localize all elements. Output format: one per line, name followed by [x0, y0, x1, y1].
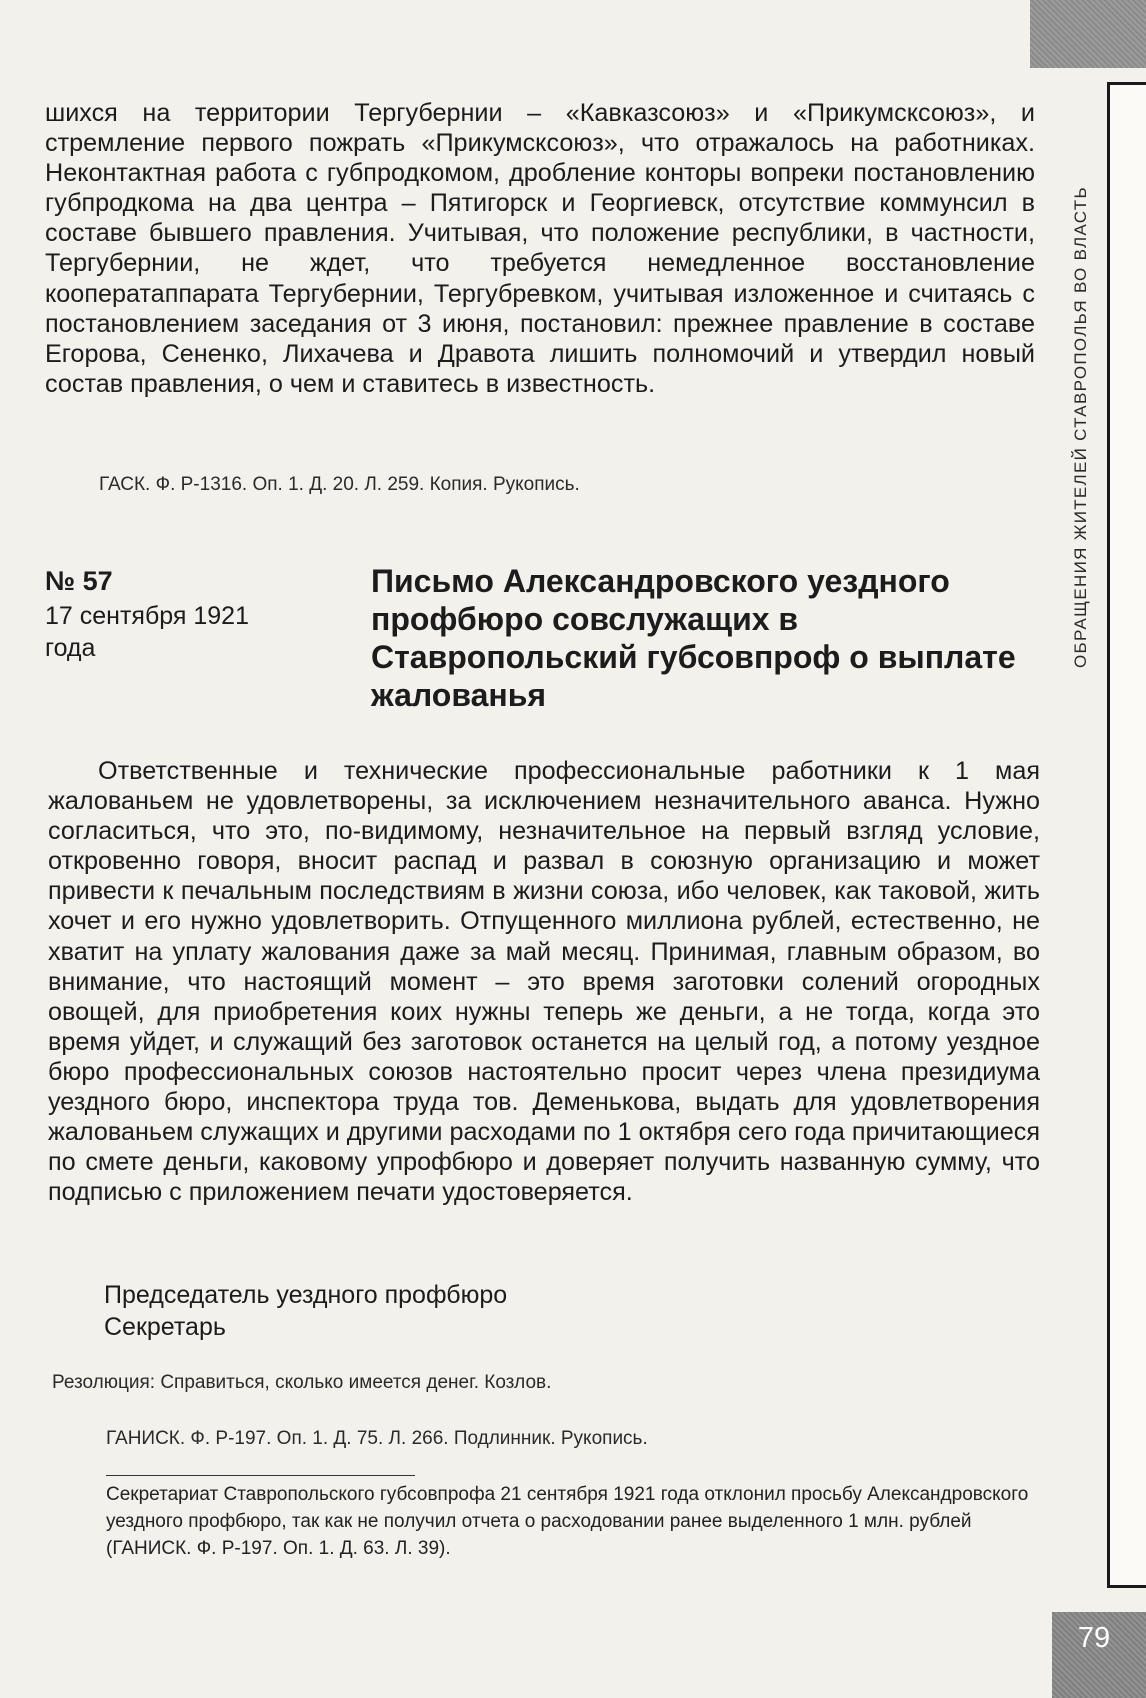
archive-source-citation-2: ГАНИСК. Ф. Р-197. Оп. 1. Д. 75. Л. 266. Подлинник. Рукопись.: [106, 1428, 648, 1449]
resolution-note: Резолюция: Справиться, сколько имеется денег. Козлов.: [52, 1372, 552, 1393]
footnote-divider: [106, 1475, 415, 1476]
document-date: 17 сентября 1921 года: [45, 602, 249, 662]
archive-source-citation: ГАСК. Ф. Р-1316. Оп. 1. Д. 20. Л. 259. Копия. Рукопись.: [99, 474, 580, 495]
side-frame: [1107, 82, 1146, 1588]
document-number: № 57: [45, 566, 113, 596]
running-section-title: ОБРАЩЕНИЯ ЖИТЕЛЕЙ СТАВРОПОЛЬЯ ВО ВЛАСТЬ: [1071, 186, 1090, 668]
letter-body: Ответственные и технические профессиональные работники к 1 мая жалованьем не удовлетворены, за исключением незначительного аванса. Нужно согласиться, что это, по-видимому, незначительное на первый взгляд условие, откровенно говоря, вносит распад и развал в союзную организацию и может привести к печальным последствиям в жизни союза, ибо человек, как таковой, жить хочет и его нужно удовлетворить. Отпущенного миллиона рублей, естественно, не хватит на уплату жалования даже за май месяц. Принимая, главным образом, во внимание, что настоящий момент – это время заготовки солений огородных овощей, для приобретения коих нужны теперь же деньги, а не тогда, когда это время уйдет, и служащий без заготовок останется на целый год, а потому уездное бюро профессиональных союзов настоятельно просит через члена президиума уездного бюро, инспектора труда тов. Деменькова, выдать для удовлетворения жалованьем служащих и другими расходами по 1 октября сего года причитающиеся по смете деньги, каковому упрофбюро и доверяет получить названную сумму, что подписью с приложением печати удостоверяется.: [48, 757, 1040, 1207]
footnote: Секретариат Ставропольского губсовпрофа 21 сентября 1921 года отклонил просьбу Александровского уездного профбюро, так как не получил отчета о расходовании ранее выделенного 1 млн. рублей (ГАНИСК. Ф. Р-197. Оп. 1. Д. 63. Л. 39).: [106, 1484, 1029, 1559]
section-tab-marker: [1030, 0, 1146, 68]
signature-secretary: Секретарь: [104, 1313, 226, 1341]
continued-paragraph: шихся на территории Тергубернии – «Кавказсоюз» и «Прикумсксоюз», и стремление первого пожрать «Прикумсксоюз», что отражалось на работниках. Неконтактная работа с губпродкомом, дробление конторы вопреки постановлению губпродкома на два центра – Пятигорск и Георгиевск, отсутствие коммунсил в составе бывшего правления. Учитывая, что положение республики, в частности, Тергубернии, не ждет, что требуется немедленное восстановление кооператаппарата Тергубернии, Тергубревком, учитывая изложенное и считаясь с постановлением заседания от 3 июня, постановил: прежнее правление в составе Егорова, Сененко, Лихачева и Дравота лишить полномочий и утвердил новый состав правления, о чем и ставитесь в известность.: [45, 99, 1035, 398]
document-title: Письмо Александровского уездного профбюро совслужащих в Ставропольский губсовпроф о выплате жалованья: [371, 563, 1016, 713]
page-number: 79: [1077, 1622, 1111, 1654]
signature-chairman: Председатель уездного профбюро: [104, 1281, 508, 1309]
